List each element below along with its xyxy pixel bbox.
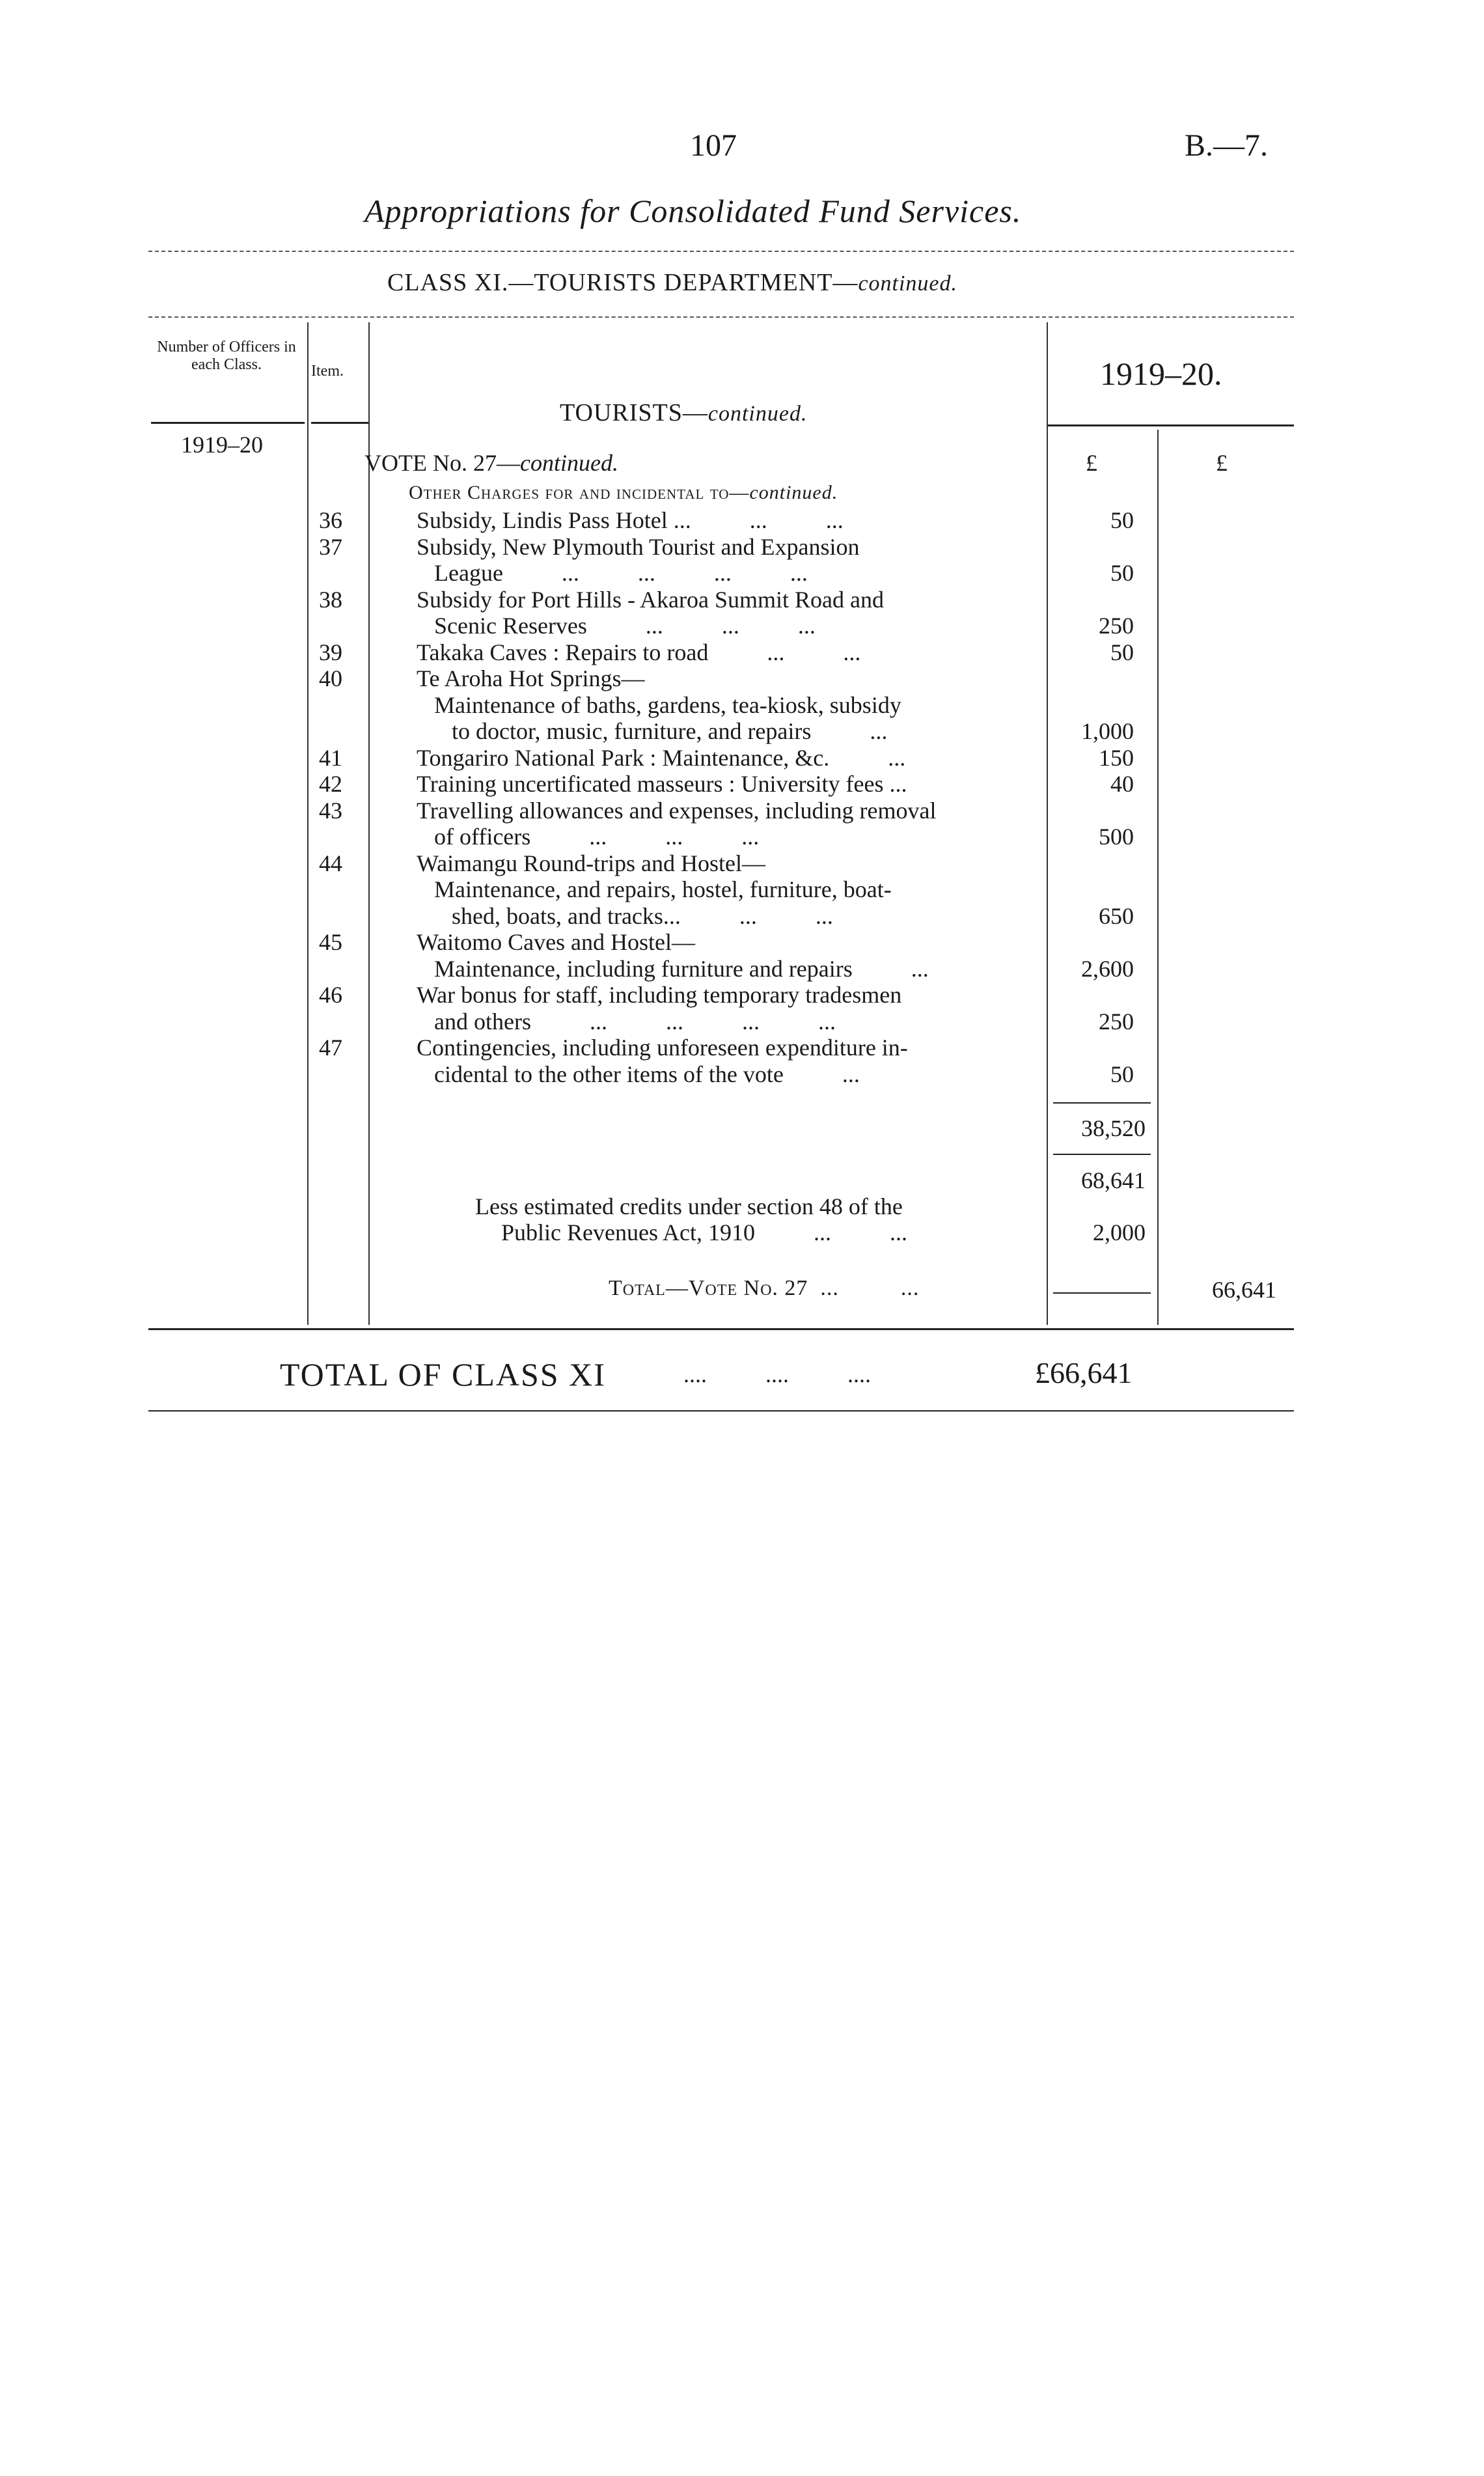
item-number: 37 <box>319 533 342 560</box>
officers-year: 1919–20 <box>181 432 263 458</box>
total-class-amount: £66,641 <box>1035 1356 1133 1389</box>
tourists-subheading-main: TOURISTS— <box>560 399 708 426</box>
subtotal-second: 68,641 <box>1081 1167 1146 1193</box>
item-amount: 40 <box>1110 771 1134 797</box>
subtotal-first: 38,520 <box>1081 1115 1146 1141</box>
total-class-dots: .... .... .... <box>683 1361 871 1387</box>
year-header-rule <box>1048 424 1294 426</box>
total-vote-amount: 66,641 <box>1212 1277 1276 1303</box>
officers-column-divider <box>307 322 309 1325</box>
total-class-label: TOTAL OF CLASS XI <box>280 1356 606 1393</box>
item-column-header: Item. <box>311 363 344 380</box>
item-amount: 2,600 <box>1081 955 1134 982</box>
item-description-line: Subsidy, New Plymouth Tourist and Expansion <box>417 533 860 560</box>
item-description-line: Training uncertificated masseurs : University fees ... <box>417 771 907 797</box>
item-description-line: Travelling allowances and expenses, including removal <box>417 797 937 824</box>
item-number: 47 <box>319 1035 342 1061</box>
less-credits-line-2: Public Revenues Act, 1910 ... ... <box>501 1219 907 1245</box>
item-description-line: Te Aroha Hot Springs— <box>417 665 645 691</box>
table-bottom-rule <box>148 1328 1294 1330</box>
item-description-line: to doctor, music, furniture, and repairs ... <box>417 718 888 744</box>
item-amount: 50 <box>1110 507 1134 533</box>
item-description-line: Maintenance, and repairs, hostel, furniture, boat- <box>417 876 892 902</box>
item-number: 45 <box>319 929 342 955</box>
item-description-line: Subsidy, Lindis Pass Hotel ... ... ... <box>417 507 844 533</box>
item-description-line: of officers ... ... ... <box>417 824 760 850</box>
officers-column-header: Number of Officers in each Class. <box>157 339 296 373</box>
other-charges-main: Other Charges for and incidental to— <box>409 482 750 503</box>
item-amount: 500 <box>1099 824 1134 850</box>
item-description-line: Scenic Reserves ... ... ... <box>417 613 816 639</box>
item-amount: 50 <box>1110 560 1134 586</box>
item-number: 39 <box>319 639 342 665</box>
page-number: 107 <box>690 128 737 163</box>
vote-heading-main: VOTE No. 27— <box>364 450 520 476</box>
item-description-line: and others ... ... ... ... <box>417 1008 836 1035</box>
item-number: 38 <box>319 586 342 613</box>
tourists-subheading <box>560 398 807 427</box>
item-amount: 50 <box>1110 639 1134 665</box>
total-vote-label: Total—Vote No. 27 ... ... <box>609 1276 920 1300</box>
item-description-line: League ... ... ... ... <box>417 560 808 586</box>
item-amount: 50 <box>1110 1061 1134 1087</box>
class-heading-main: CLASS XI.—TOURISTS DEPARTMENT— <box>387 269 859 296</box>
class-heading-suffix: continued. <box>858 271 958 296</box>
item-description-line: Waitomo Caves and Hostel— <box>417 929 696 955</box>
vote-heading-suffix: continued. <box>519 450 618 476</box>
other-charges-suffix: continued. <box>749 482 838 503</box>
item-amount: 650 <box>1099 902 1134 929</box>
subtotal-rule-1 <box>1053 1102 1151 1104</box>
item-description-line: shed, boats, and tracks... ... ... <box>417 902 833 929</box>
total-vote-rule <box>1053 1292 1151 1294</box>
officers-header-rule <box>151 422 305 424</box>
item-description-line: War bonus for staff, including temporary tradesmen <box>417 982 902 1008</box>
other-charges-heading <box>409 482 838 504</box>
item-description-line: Waimangu Round-trips and Hostel— <box>417 850 766 876</box>
item-number: 46 <box>319 982 342 1008</box>
item-number: 43 <box>319 797 342 824</box>
item-description-line: Maintenance of baths, gardens, tea-kiosk, subsidy <box>417 691 901 718</box>
item-description-line: Takaka Caves : Repairs to road ... ... <box>417 639 861 665</box>
document-reference: B.—7. <box>1185 128 1269 163</box>
year-column-header: 1919–20. <box>1100 355 1222 392</box>
subtotal-rule-2 <box>1053 1154 1151 1155</box>
class-heading <box>387 268 957 297</box>
less-credits-line-1: Less estimated credits under section 48 of the <box>475 1193 903 1219</box>
vote-heading <box>364 449 618 477</box>
item-description-line: Maintenance, including furniture and repairs ... <box>417 955 929 982</box>
item-number: 41 <box>319 744 342 771</box>
item-amount: 1,000 <box>1081 718 1134 744</box>
total-column-divider <box>1157 430 1159 1325</box>
item-description-line: cidental to the other items of the vote ... <box>417 1061 860 1087</box>
tourists-subheading-suffix: continued. <box>708 402 808 426</box>
less-credits-amount: 2,000 <box>1093 1219 1146 1245</box>
item-number: 44 <box>319 850 342 876</box>
pound-sign-amount: £ <box>1086 450 1097 476</box>
item-number: 36 <box>319 507 342 533</box>
pound-sign-total: £ <box>1216 450 1228 476</box>
page-title: Appropriations for Consolidated Fund Services. <box>364 193 1022 229</box>
header-rule <box>148 316 1294 318</box>
item-header-rule <box>311 422 368 424</box>
item-description-line: Contingencies, including unforeseen expenditure in- <box>417 1035 908 1061</box>
item-amount: 250 <box>1099 613 1134 639</box>
item-number: 40 <box>319 665 342 691</box>
title-rule <box>148 251 1294 252</box>
page-bottom-rule <box>148 1410 1294 1412</box>
item-amount: 250 <box>1099 1008 1134 1035</box>
item-description-line: Subsidy for Port Hills - Akaroa Summit Road and <box>417 586 884 613</box>
item-description-line: Tongariro National Park : Maintenance, &c. ... <box>417 744 906 771</box>
item-number: 42 <box>319 771 342 797</box>
item-amount: 150 <box>1099 744 1134 771</box>
